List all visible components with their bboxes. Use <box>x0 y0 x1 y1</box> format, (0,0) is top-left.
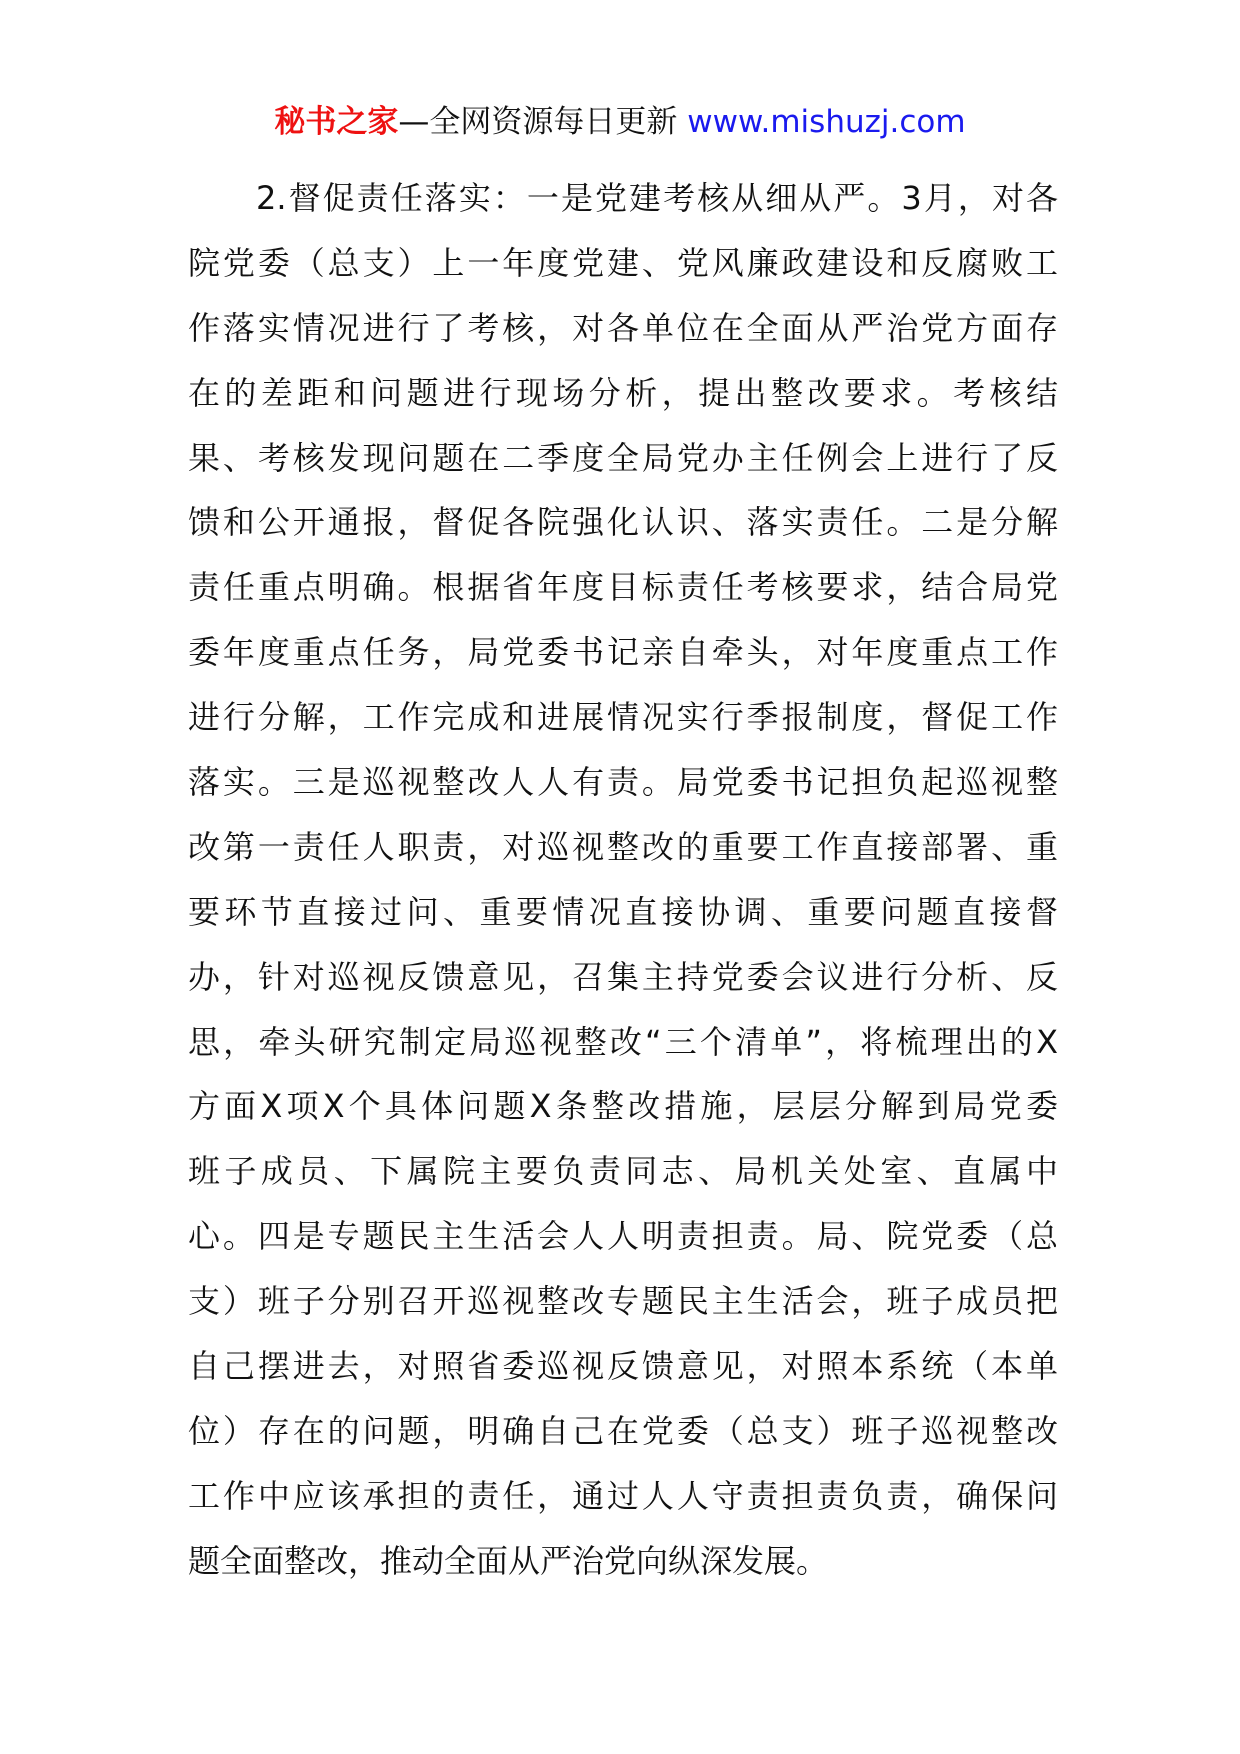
site-url-link[interactable]: www.mishuzj.com <box>687 104 966 140</box>
paragraph-line: 责任重点明确。根据省年度目标责任考核要求，结合局党 <box>188 568 1058 607</box>
paragraph-line: 班子成员、下属院主要负责同志、局机关处室、直属中 <box>188 1152 1058 1191</box>
paragraph-line: 委年度重点任务，局党委书记亲自牵头，对年度重点工作 <box>188 633 1058 672</box>
paragraph-line: 办，针对巡视反馈意见，召集主持党委会议进行分析、反 <box>188 957 1058 996</box>
paragraph-line: 果、考核发现问题在二季度全局党办主任例会上进行了反 <box>188 438 1058 477</box>
paragraph-line: 院党委（总支）上一年度党建、党风廉政建设和反腐败工 <box>188 243 1058 282</box>
paragraph-line: 位）存在的问题，明确自己在党委（总支）班子巡视整改 <box>188 1411 1058 1450</box>
paragraph-line: 自己摆进去，对照省委巡视反馈意见，对照本系统（本单 <box>188 1347 1058 1386</box>
paragraph-line: 题全面整改，推动全面从严治党向纵深发展。 <box>188 1541 829 1580</box>
paragraph-line: 支）班子分别召开巡视整改专题民主生活会，班子成员把 <box>188 1282 1058 1321</box>
paragraph-line: 在的差距和问题进行现场分析，提出整改要求。考核结 <box>188 373 1058 412</box>
header-tagline: —全网资源每日更新 <box>398 104 688 140</box>
paragraph-line: 进行分解，工作完成和进展情况实行季报制度，督促工作 <box>188 698 1058 737</box>
paragraph-line: 方面X项X个具体问题X条整改措施，层层分解到局党委 <box>188 1087 1058 1126</box>
body-paragraph <box>188 166 1058 1594</box>
paragraph-line: 工作中应该承担的责任，通过人人守责担责负责，确保问 <box>188 1476 1058 1515</box>
paragraph-line: 落实。三是巡视整改人人有责。局党委书记担负起巡视整 <box>188 763 1058 802</box>
paragraph-line: 要环节直接过问、重要情况直接协调、重要问题直接督 <box>188 892 1058 931</box>
paragraph-line: 心。四是专题民主生活会人人明责担责。局、院党委（总 <box>188 1217 1058 1256</box>
paragraph-line: 改第一责任人职责，对巡视整改的重要工作直接部署、重 <box>188 827 1058 866</box>
paragraph-line: 2.督促责任落实：一是党建考核从细从严。3月，对各 <box>256 179 1058 217</box>
paragraph-line: 思，牵头研究制定局巡视整改“三个清单”，将梳理出的X <box>188 1022 1058 1061</box>
paragraph-line: 馈和公开通报，督促各院强化认识、落实责任。二是分解 <box>188 503 1058 542</box>
paragraph-line: 作落实情况进行了考核，对各单位在全面从严治党方面存 <box>188 308 1058 347</box>
page-header <box>0 102 1240 142</box>
brand-name: 秘书之家 <box>274 104 399 140</box>
